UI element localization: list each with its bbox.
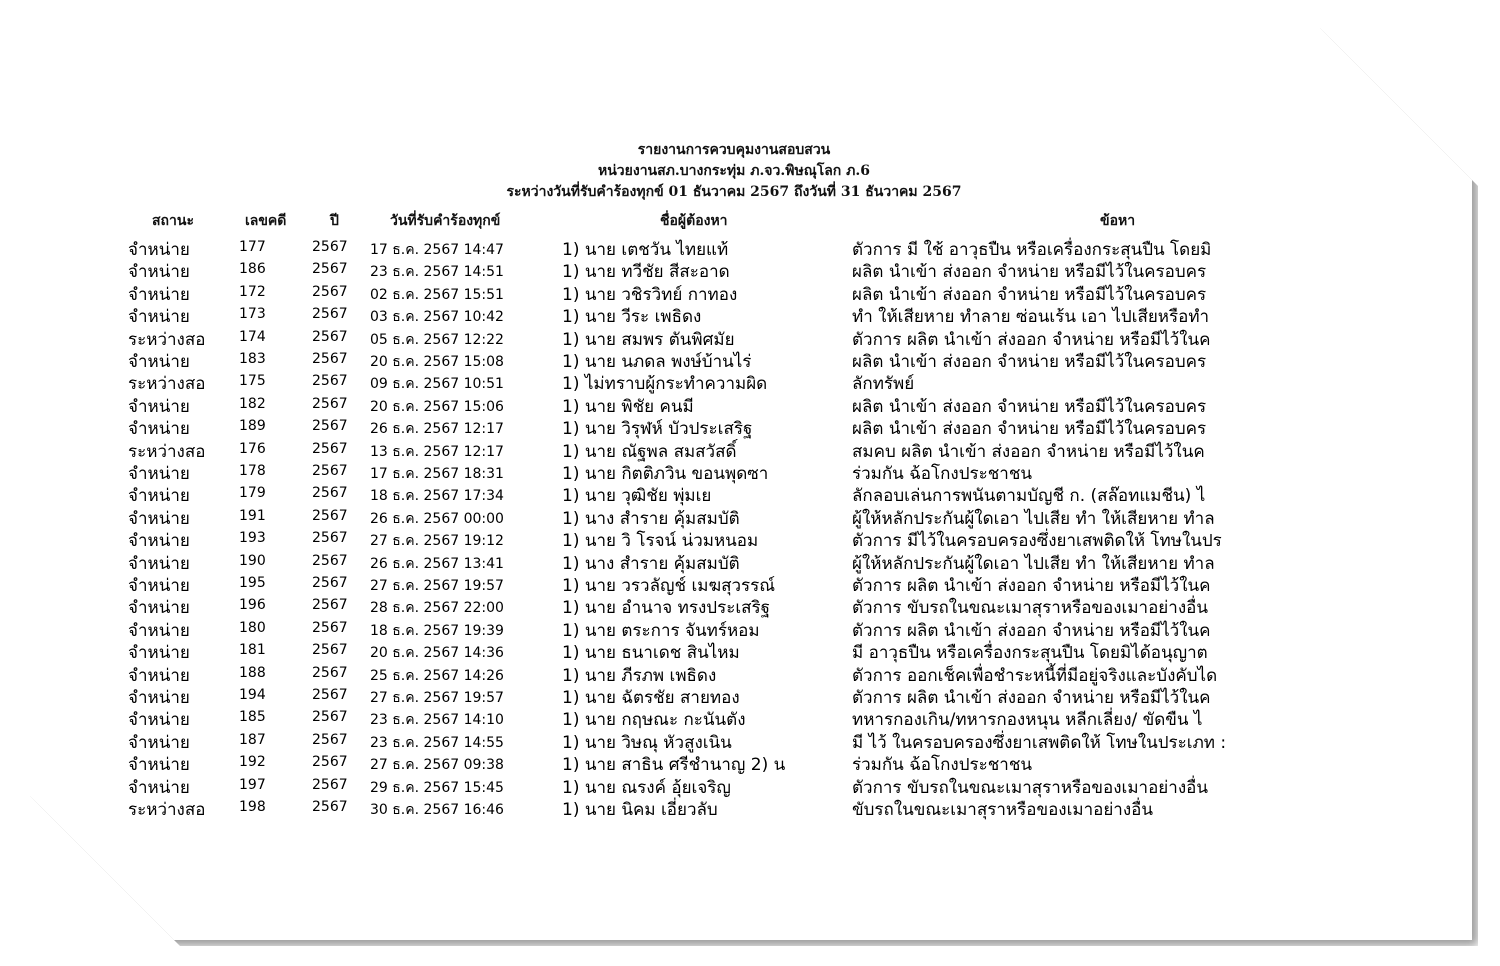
cell-case-no: 186 xyxy=(239,261,266,278)
cell-date: 27 ธ.ค. 2567 19:57 xyxy=(370,578,504,594)
cell-year: 2567 xyxy=(312,731,348,748)
cell-case-no: 174 xyxy=(239,328,266,345)
cell-year: 2567 xyxy=(312,619,348,636)
cell-suspect: 1) ไม่ทราบผู้กระทำความผิด xyxy=(562,374,768,395)
cell-case-no: 178 xyxy=(239,463,266,479)
cell-case-no: 180 xyxy=(239,619,266,636)
table-row xyxy=(0,774,1500,796)
cell-suspect: 1) นาย วิรุฬห์ บัวประเสริฐ xyxy=(562,419,753,440)
cell-status: ระหว่างสอ xyxy=(128,374,206,395)
cell-status: จำหน่าย xyxy=(128,352,190,372)
cell-suspect: 1) นาย สมพร ตันพิศมัย xyxy=(562,329,735,350)
cell-date: 18 ธ.ค. 2567 19:39 xyxy=(370,622,504,639)
cell-year: 2567 xyxy=(312,328,348,345)
cell-status: จำหน่าย xyxy=(128,284,190,305)
cell-date: 17 ธ.ค. 2567 14:47 xyxy=(370,242,504,258)
cell-case-no: 177 xyxy=(239,239,266,255)
table-row xyxy=(0,236,1500,258)
column-header-case-no: เลขคดี xyxy=(245,213,287,229)
cell-date: 20 ธ.ค. 2567 15:08 xyxy=(370,354,504,370)
cell-charge: ตัวการ ผลิต นำเข้า ส่งออก จำหน่าย หรือมีไว้ในค xyxy=(852,576,1211,596)
cell-charge: ตัวการ มีไว้ในครอบครองซึ่งยาเสพติดให้ โทษในปร xyxy=(852,531,1222,552)
cell-status: จำหน่าย xyxy=(128,240,190,260)
cell-date: 17 ธ.ค. 2567 18:31 xyxy=(370,466,504,482)
cell-charge: ตัวการ ผลิต นำเข้า ส่งออก จำหน่าย หรือมีไว้ในค xyxy=(852,620,1211,641)
cell-suspect: 1) นาง สำราย คุ้มสมบัติ xyxy=(562,508,740,529)
cell-charge: ลักทรัพย์ xyxy=(852,374,915,395)
cell-date: 30 ธ.ค. 2567 16:46 xyxy=(370,802,504,818)
cell-suspect: 1) นาง สำราย คุ้มสมบัติ xyxy=(562,553,740,574)
cell-year: 2567 xyxy=(312,507,348,524)
table-row xyxy=(0,505,1500,527)
cell-status: จำหน่าย xyxy=(128,755,190,776)
cell-year: 2567 xyxy=(312,283,348,300)
cell-case-no: 173 xyxy=(239,306,266,323)
cell-date: 23 ธ.ค. 2567 14:55 xyxy=(370,734,504,751)
cell-case-no: 183 xyxy=(239,351,266,367)
table-row xyxy=(0,348,1500,370)
cell-status: จำหน่าย xyxy=(128,732,190,753)
cell-status: จำหน่าย xyxy=(128,553,190,574)
cell-charge: มี อาวุธปืน หรือเครื่องกระสุนปืน โดยมิได้อนุญาต xyxy=(852,643,1208,664)
cell-date: 20 ธ.ค. 2567 14:36 xyxy=(370,645,504,662)
table-row xyxy=(0,281,1500,303)
cell-date: 20 ธ.ค. 2567 15:06 xyxy=(370,398,504,415)
cell-year: 2567 xyxy=(312,687,348,703)
cell-charge: ผลิต นำเข้า ส่งออก จำหน่าย หรือมีไว้ในครอบคร xyxy=(852,284,1207,305)
table-row xyxy=(0,751,1500,776)
cell-status: จำหน่าย xyxy=(128,486,190,507)
column-header-date: วันที่รับคำร้องทุกข์ xyxy=(390,213,501,229)
cell-charge: ตัวการ ผลิต นำเข้า ส่งออก จำหน่าย หรือมีไว้ในค xyxy=(852,329,1211,350)
cell-date: 27 ธ.ค. 2567 19:12 xyxy=(370,533,504,550)
cell-year: 2567 xyxy=(312,776,348,793)
cell-suspect: 1) นาย ณัฐพล สมสวัสดิ์ xyxy=(562,441,737,462)
column-header-year: ปี xyxy=(330,213,339,229)
column-header-status: สถานะ xyxy=(152,213,194,229)
cell-suspect: 1) นาย นิคม เอี่ยวลับ xyxy=(562,800,718,820)
table-row xyxy=(0,617,1500,639)
cell-status: จำหน่าย xyxy=(128,643,190,664)
cell-year: 2567 xyxy=(312,395,348,412)
cell-year: 2567 xyxy=(312,261,348,278)
cell-suspect: 1) นาย ธนาเดช สินไหม xyxy=(562,643,740,664)
cell-status: จำหน่าย xyxy=(128,531,190,552)
cell-suspect: 1) นาย เตชวัน ไทยแท้ xyxy=(562,240,729,260)
table-row xyxy=(0,572,1500,594)
cell-charge: ผลิต นำเข้า ส่งออก จำหน่าย หรือมีไว้ในครอบคร xyxy=(852,396,1207,417)
cell-status: จำหน่าย xyxy=(128,665,190,686)
cell-charge: ทำ ให้เสียหาย ทำลาย ซ่อนเร้น เอา ไปเสียหรือทำ xyxy=(852,307,1210,328)
cell-suspect: 1) นาย วรวลัญช์ เมฆสุวรรณ์ xyxy=(562,576,776,596)
cell-case-no: 176 xyxy=(239,440,266,457)
cell-case-no: 182 xyxy=(239,395,266,412)
cell-suspect: 1) นาย อำนาจ ทรงประเสริฐ xyxy=(562,598,771,619)
cell-year: 2567 xyxy=(312,373,348,390)
table-row xyxy=(0,594,1500,619)
cell-date: 26 ธ.ค. 2567 12:17 xyxy=(370,421,504,438)
cell-charge: มี ไว้ ในครอบครองซึ่งยาเสพติดให้ โทษในประเภท : xyxy=(852,732,1227,753)
cell-date: 05 ธ.ค. 2567 12:22 xyxy=(370,331,504,348)
cell-status: จำหน่าย xyxy=(128,620,190,641)
cell-status: ระหว่างสอ xyxy=(128,800,206,820)
cell-suspect: 1) นาย สาธิน ศรีชำนาญ 2) น xyxy=(562,755,786,776)
cell-status: จำหน่าย xyxy=(128,396,190,417)
table-row xyxy=(0,796,1500,818)
report-title: รายงานการควบคุมงานสอบสวน xyxy=(637,142,831,158)
table-row xyxy=(0,729,1500,751)
cell-date: 27 ธ.ค. 2567 09:38 xyxy=(370,757,504,774)
cell-case-no: 190 xyxy=(239,552,266,569)
cell-year: 2567 xyxy=(312,552,348,569)
table-row xyxy=(0,706,1500,731)
cell-status: จำหน่าย xyxy=(128,576,190,596)
cell-status: จำหน่าย xyxy=(128,777,190,798)
table-row xyxy=(0,258,1500,283)
cell-suspect: 1) นาย วีระ เพธิดง xyxy=(562,307,702,328)
cell-year: 2567 xyxy=(312,440,348,457)
cell-case-no: 195 xyxy=(239,575,266,591)
cell-status: ระหว่างสอ xyxy=(128,329,206,350)
cell-year: 2567 xyxy=(312,351,348,367)
cell-charge: ผลิต นำเข้า ส่งออก จำหน่าย หรือมีไว้ในครอบคร xyxy=(852,352,1207,372)
cell-date: 09 ธ.ค. 2567 10:51 xyxy=(370,376,504,393)
table-row xyxy=(0,438,1500,460)
cell-case-no: 197 xyxy=(239,776,266,793)
cell-case-no: 193 xyxy=(239,530,266,547)
cell-case-no: 181 xyxy=(239,642,266,659)
cell-case-no: 198 xyxy=(239,799,266,815)
cell-suspect: 1) นาย ภีรภพ เพธิดง xyxy=(562,665,717,686)
cell-case-no: 194 xyxy=(239,687,266,703)
cell-case-no: 196 xyxy=(239,597,266,614)
cell-suspect: 1) นาย วุฒิชัย พุ่มเย xyxy=(562,486,712,507)
cell-charge: ขับรถในขณะเมาสุราหรือของเมาอย่างอื่น xyxy=(852,800,1153,820)
cell-charge: ร่วมกัน ฉ้อโกงประชาชน xyxy=(852,464,1033,484)
cell-year: 2567 xyxy=(312,239,348,255)
cell-year: 2567 xyxy=(312,709,348,726)
cell-case-no: 191 xyxy=(239,507,266,524)
cell-charge: ผู้ให้หลักประกันผู้ใดเอา ไปเสีย ทำ ให้เสียหาย ทำล xyxy=(852,508,1215,529)
cell-date: 23 ธ.ค. 2567 14:10 xyxy=(370,712,504,729)
cell-charge: ตัวการ มี ใช้ อาวุธปืน หรือเครื่องกระสุนปืน โดยมิ xyxy=(852,240,1212,260)
cell-case-no: 189 xyxy=(239,418,266,435)
report-unit: หน่วยงานสภ.บางกระทุ่ม ภ.จว.พิษณุโลก ภ.6 xyxy=(598,163,870,179)
table-row xyxy=(0,326,1500,348)
cell-date: 26 ธ.ค. 2567 00:00 xyxy=(370,510,504,527)
cell-suspect: 1) นาย พิชัย คนมี xyxy=(562,396,694,417)
cell-case-no: 187 xyxy=(239,731,266,748)
cell-date: 29 ธ.ค. 2567 15:45 xyxy=(370,779,504,796)
cell-charge: ตัวการ ออกเช็คเพื่อชำระหนี้ที่มีอยู่จริงและบังคับได xyxy=(852,665,1218,686)
cell-status: จำหน่าย xyxy=(128,307,190,328)
cell-suspect: 1) นาย กิตติภวิน ขอนพุดซา xyxy=(562,464,769,484)
cell-date: 13 ธ.ค. 2567 12:17 xyxy=(370,443,504,460)
cell-case-no: 185 xyxy=(239,709,266,726)
cell-charge: ทหารกองเกิน/ทหารกองหนุน หลีกเลี่ยง/ ขัดขืน ไ xyxy=(852,710,1203,731)
cell-date: 27 ธ.ค. 2567 19:57 xyxy=(370,690,504,706)
cell-suspect: 1) นาย กฤษณะ กะนันตัง xyxy=(562,710,746,731)
cell-charge: ลักลอบเล่นการพนันตามบัญชี ก. (สล๊อทแมชีน) ไ xyxy=(852,486,1206,507)
table-row xyxy=(0,684,1500,706)
cell-date: 26 ธ.ค. 2567 13:41 xyxy=(370,555,504,572)
cell-suspect: 1) นาย วชิรวิทย์ กาทอง xyxy=(562,284,738,305)
column-header-suspect: ชื่อผู้ต้องหา xyxy=(660,213,728,229)
table-row xyxy=(0,393,1500,415)
cell-status: ระหว่างสอ xyxy=(128,441,206,462)
table-row xyxy=(0,460,1500,482)
cell-suspect: 1) นาย ณรงค์ อุ้ยเจริญ xyxy=(562,777,731,798)
table-row xyxy=(0,303,1500,328)
table-row xyxy=(0,550,1500,572)
cell-charge: สมคบ ผลิต นำเข้า ส่งออก จำหน่าย หรือมีไว้ในค xyxy=(852,441,1205,462)
cell-date: 18 ธ.ค. 2567 17:34 xyxy=(370,488,504,505)
cell-suspect: 1) นาย ตระการ จันทร์หอม xyxy=(562,620,760,641)
cell-year: 2567 xyxy=(312,306,348,323)
cell-year: 2567 xyxy=(312,799,348,815)
table-row xyxy=(0,482,1500,507)
cell-suspect: 1) นาย วิษณุ หัวสูงเนิน xyxy=(562,732,732,753)
cell-year: 2567 xyxy=(312,530,348,547)
cell-date: 23 ธ.ค. 2567 14:51 xyxy=(370,264,504,281)
cell-year: 2567 xyxy=(312,575,348,591)
cell-charge: ร่วมกัน ฉ้อโกงประชาชน xyxy=(852,755,1033,776)
table-row xyxy=(0,370,1500,395)
cell-year: 2567 xyxy=(312,664,348,681)
cell-status: จำหน่าย xyxy=(128,262,190,283)
cell-case-no: 188 xyxy=(239,664,266,681)
cell-date: 28 ธ.ค. 2567 22:00 xyxy=(370,600,504,617)
table-row xyxy=(0,415,1500,440)
cell-case-no: 175 xyxy=(239,373,266,390)
cell-charge: ผลิต นำเข้า ส่งออก จำหน่าย หรือมีไว้ในครอบคร xyxy=(852,262,1207,283)
cell-date: 03 ธ.ค. 2567 10:42 xyxy=(370,309,504,326)
cell-year: 2567 xyxy=(312,463,348,479)
cell-suspect: 1) นาย ฉัตรชัย สายทอง xyxy=(562,688,740,708)
cell-date: 02 ธ.ค. 2567 15:51 xyxy=(370,286,504,303)
cell-year: 2567 xyxy=(312,642,348,659)
cell-year: 2567 xyxy=(312,597,348,614)
cell-charge: ตัวการ ขับรถในขณะเมาสุราหรือของเมาอย่างอื่น xyxy=(852,777,1208,798)
cell-case-no: 172 xyxy=(239,283,266,300)
cell-suspect: 1) นาย นภดล พงษ์บ้านไร่ xyxy=(562,352,752,372)
cell-suspect: 1) นาย วิ โรจน์ น่วมหนอม xyxy=(562,531,759,552)
cell-year: 2567 xyxy=(312,418,348,435)
cell-date: 25 ธ.ค. 2567 14:26 xyxy=(370,667,504,684)
table-row xyxy=(0,527,1500,552)
table-row xyxy=(0,639,1500,664)
cell-charge: ผลิต นำเข้า ส่งออก จำหน่าย หรือมีไว้ในครอบคร xyxy=(852,419,1207,440)
cell-charge: ตัวการ ผลิต นำเข้า ส่งออก จำหน่าย หรือมีไว้ในค xyxy=(852,688,1211,708)
cell-suspect: 1) นาย ทวีชัย สีสะอาด xyxy=(562,262,730,283)
column-header-charge: ข้อหา xyxy=(1100,213,1136,229)
report-period: ระหว่างวันที่รับคำร้องทุกข์ 01 ธันวาคม 2567 ถึงวันที่ 31 ธันวาคม 2567 xyxy=(506,184,962,200)
cell-charge: ผู้ให้หลักประกันผู้ใดเอา ไปเสีย ทำ ให้เสียหาย ทำล xyxy=(852,553,1215,574)
table-row xyxy=(0,662,1500,684)
cell-status: จำหน่าย xyxy=(128,464,190,484)
cell-case-no: 179 xyxy=(239,485,266,502)
cell-status: จำหน่าย xyxy=(128,688,190,708)
cell-year: 2567 xyxy=(312,754,348,771)
cell-status: จำหน่าย xyxy=(128,710,190,731)
cell-year: 2567 xyxy=(312,485,348,502)
cell-status: จำหน่าย xyxy=(128,508,190,529)
cell-charge: ตัวการ ขับรถในขณะเมาสุราหรือของเมาอย่างอื่น xyxy=(852,598,1208,619)
cell-status: จำหน่าย xyxy=(128,419,190,440)
cell-case-no: 192 xyxy=(239,754,266,771)
cell-status: จำหน่าย xyxy=(128,598,190,619)
